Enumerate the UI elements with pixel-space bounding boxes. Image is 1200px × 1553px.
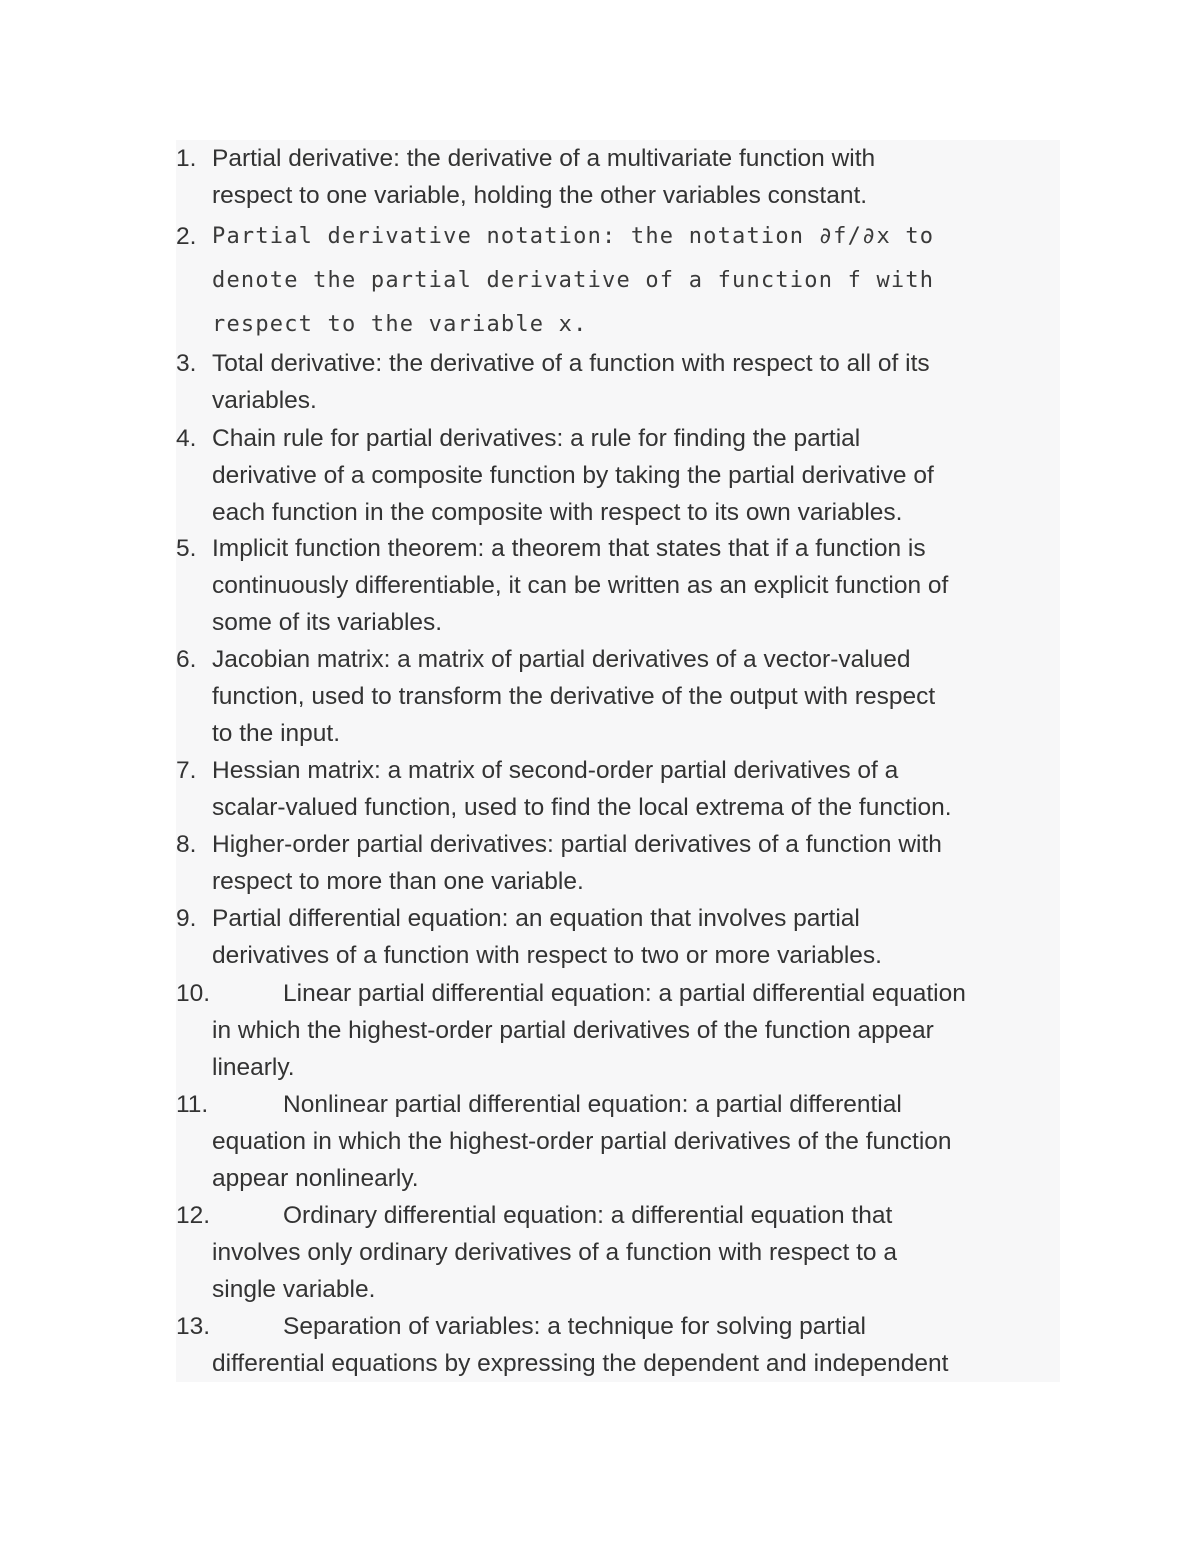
list-item — [176, 1086, 1060, 1197]
document-text-area — [176, 140, 1060, 1382]
list-item-line: involves only ordinary derivatives of a function with respect to a — [212, 1239, 897, 1266]
list-item-line: respect to the variable x. — [212, 312, 588, 337]
list-item-line: to the input. — [212, 720, 341, 747]
list-item-number: 4. — [176, 425, 197, 452]
list-item — [176, 1308, 1060, 1382]
list-item — [176, 420, 1060, 531]
list-item — [176, 641, 1060, 752]
list-item-line: Partial derivative: the derivative of a multivariate function with — [212, 145, 876, 172]
list-item-line: Hessian matrix: a matrix of second-order partial derivatives of a — [212, 757, 899, 784]
list-item — [176, 140, 1060, 214]
list-item-line: Partial differential equation: an equation that involves partial — [212, 905, 860, 932]
list-item-line: each function in the composite with respect to its own variables. — [212, 499, 903, 526]
list-item — [176, 1197, 1060, 1308]
list-item-line: Ordinary differential equation: a differential equation that — [283, 1202, 893, 1229]
list-item-line: Partial derivative notation: the notation ∂f/∂x to — [212, 224, 935, 249]
list-item-number: 8. — [176, 831, 197, 858]
list-item-line: continuously differentiable, it can be written as an explicit function of — [212, 572, 949, 599]
list-item — [176, 975, 1060, 1086]
list-item-number: 6. — [176, 646, 197, 673]
list-item — [176, 752, 1060, 826]
list-item-line: variables. — [212, 387, 317, 414]
list-item-line: function, used to transform the derivative of the output with respect — [212, 683, 936, 710]
list-item-line: Chain rule for partial derivatives: a rule for finding the partial — [212, 425, 861, 452]
list-item-number: 5. — [176, 535, 197, 562]
list-item-line: in which the highest-order partial derivatives of the function appear — [212, 1017, 934, 1044]
list-item-line: Linear partial differential equation: a partial differential equation — [283, 980, 966, 1007]
list-item-number: 12. — [176, 1202, 211, 1229]
list-item-line: some of its variables. — [212, 609, 443, 636]
list-item-number: 2. — [176, 223, 197, 250]
list-item-line: Total derivative: the derivative of a function with respect to all of its — [212, 350, 930, 377]
list-item-line: derivatives of a function with respect to two or more variables. — [212, 942, 882, 969]
list-item-number: 3. — [176, 350, 197, 377]
list-item — [176, 345, 1060, 419]
list-item-line: Implicit function theorem: a theorem that states that if a function is — [212, 535, 926, 562]
list-item — [176, 900, 1060, 974]
list-item-line: Separation of variables: a technique for solving partial — [283, 1313, 866, 1340]
list-item-line: appear nonlinearly. — [212, 1165, 419, 1192]
list-item-line: equation in which the highest-order partial derivatives of the function — [212, 1128, 952, 1155]
list-item-line: respect to one variable, holding the other variables constant. — [212, 182, 868, 209]
list-item — [176, 215, 1060, 347]
list-item-line: single variable. — [212, 1276, 376, 1303]
list-item-line: derivative of a composite function by taking the partial derivative of — [212, 462, 934, 489]
list-item-number: 13. — [176, 1313, 211, 1340]
list-item-number: 7. — [176, 757, 197, 784]
list-item-number: 11. — [176, 1091, 209, 1118]
list-item — [176, 826, 1060, 900]
list-item-line: Jacobian matrix: a matrix of partial derivatives of a vector-valued — [212, 646, 911, 673]
list-item-line: denote the partial derivative of a function f with — [212, 268, 935, 293]
list-item-line: Nonlinear partial differential equation: a partial differential — [283, 1091, 902, 1118]
list-item-line: Higher-order partial derivatives: partial derivatives of a function with — [212, 831, 942, 858]
list-item-line: scalar-valued function, used to find the local extrema of the function. — [212, 794, 952, 821]
list-item-number: 10. — [176, 980, 211, 1007]
list-item-number: 1. — [176, 145, 197, 172]
list-item — [176, 530, 1060, 641]
list-item-number: 9. — [176, 905, 197, 932]
list-item-line: differential equations by expressing the dependent and independent — [212, 1350, 949, 1377]
list-item-line: respect to more than one variable. — [212, 868, 584, 895]
list-item-line: linearly. — [212, 1054, 295, 1081]
